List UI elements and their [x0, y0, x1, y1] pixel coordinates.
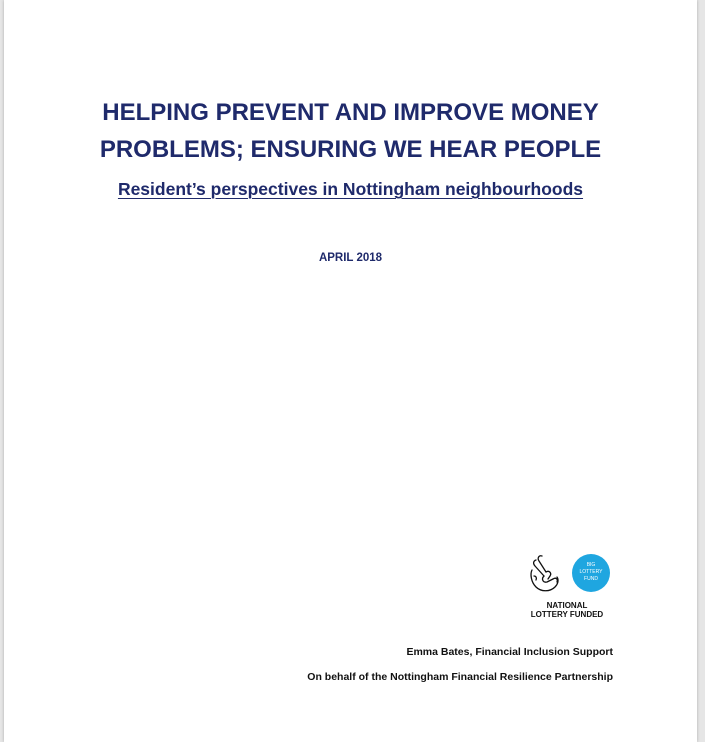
document-title — [4, 94, 697, 168]
logo-caption-line-2: LOTTERY FUNDED — [530, 610, 604, 619]
title-line-2: PROBLEMS; ENSURING WE HEAR PEOPLE — [99, 136, 602, 163]
subtitle-text: Resident’s perspectives in Nottingham neighbourhoods — [117, 179, 584, 199]
publication-date: APRIL 2018 — [318, 252, 383, 264]
title-line-1: HELPING PREVENT AND IMPROVE MONEY — [102, 99, 599, 126]
logo-caption-line-1: NATIONAL — [546, 601, 588, 610]
organisation-credit: On behalf of the Nottingham Financial Resilience Partnership — [307, 671, 613, 683]
document-page — [4, 0, 697, 742]
author-credit: Emma Bates, Financial Inclusion Support — [406, 646, 613, 658]
crossed-fingers-icon — [522, 552, 612, 596]
badge-text-line-1: BIG — [586, 562, 596, 568]
national-lottery-funded-logo — [522, 552, 612, 624]
logo-caption — [522, 601, 612, 619]
badge-text-line-2: LOTTERY — [579, 569, 603, 575]
badge-text-line-3: FUND — [584, 576, 598, 582]
document-subtitle — [4, 179, 697, 200]
